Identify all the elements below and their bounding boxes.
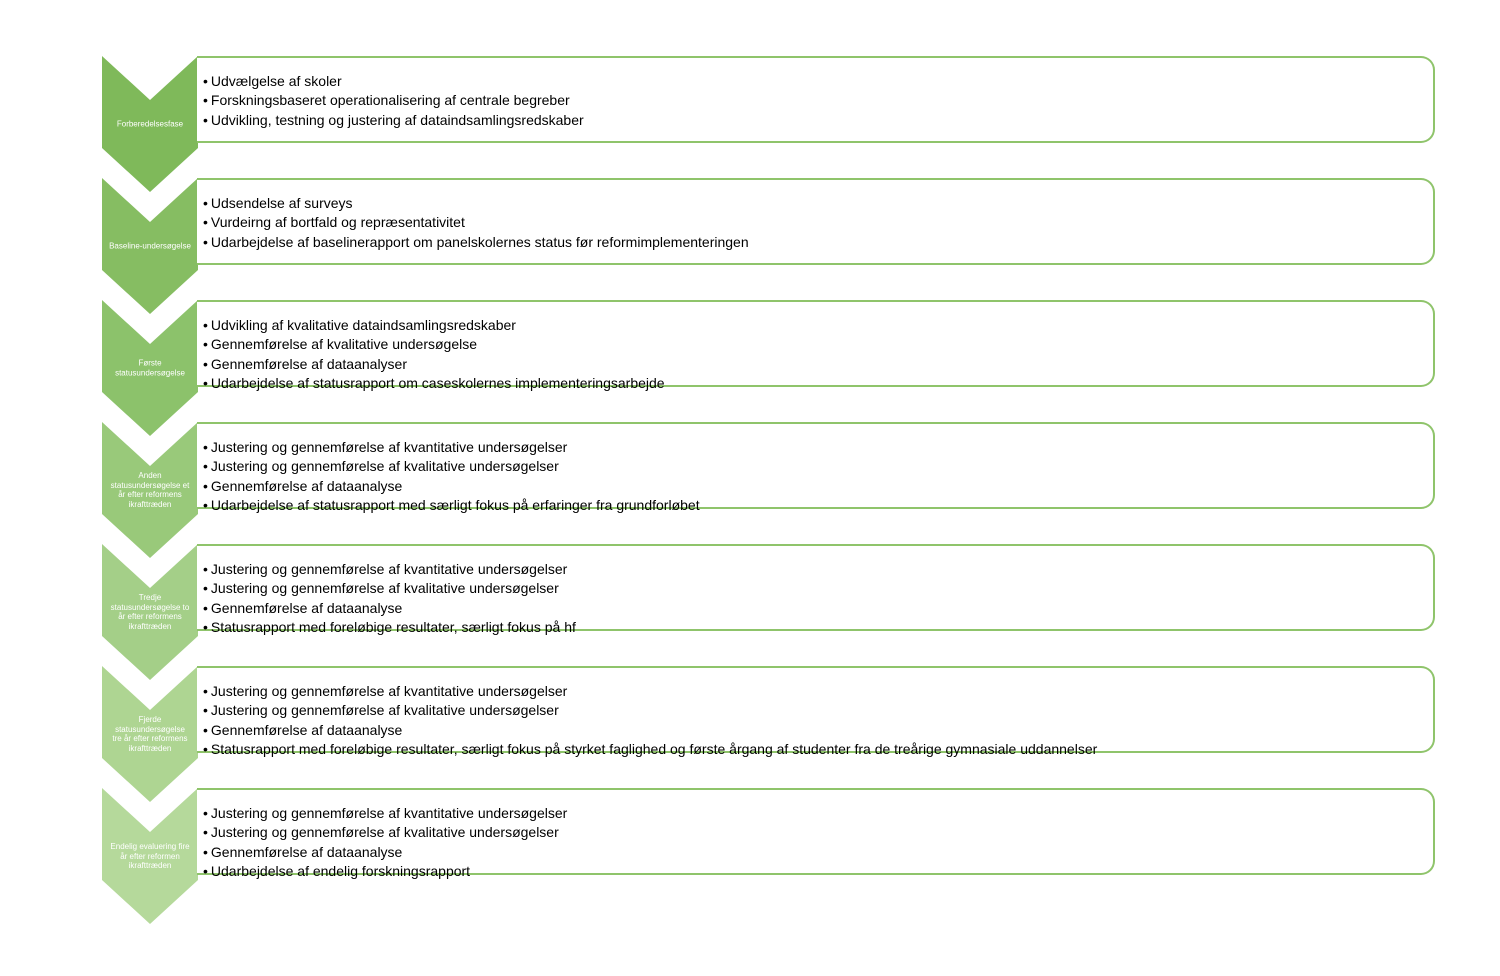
phase-task-item: • Justering og gennemførelse af kvalitative undersøgelser [203,701,1433,720]
phase-box [197,788,1435,879]
phase-box [197,544,1435,635]
phase-chevron [102,544,198,682]
phase-label: Fjerde statusundersøgelse tre år efter reformens ikrafttræden [112,715,188,753]
phase-task-item: • Justering og gennemførelse af kvantitative undersøgelser [203,682,1433,701]
phase-task-item: • Gennemførelse af kvalitative undersøgelse [203,335,1433,354]
phase-task-item: • Gennemførelse af dataanalyse [203,477,1433,496]
phase-task-item: • Udvælgelse af skoler [203,72,1433,91]
phase-box [197,422,1435,513]
phase-task-list [197,424,1433,515]
phase-task-item: • Justering og gennemførelse af kvantitative undersøgelser [203,804,1433,823]
phase-chevron [102,300,198,438]
phase-task-item: • Udarbejdelse af statusrapport med særligt fokus på erfaringer fra grundforløbet [203,496,1433,515]
phase-task-item: • Justering og gennemførelse af kvalitative undersøgelser [203,457,1433,476]
phase-label: Anden statusundersøgelse et år efter reformens ikrafttræden [110,471,190,509]
phase-task-item: • Forskningsbaseret operationalisering af centrale begreber [203,91,1433,110]
phase-label: Endelig evaluering fire år efter reformen ikrafttræden [110,841,190,870]
phase-task-item: • Justering og gennemførelse af kvalitative undersøgelser [203,823,1433,842]
phase-task-item: • Udarbejdelse af statusrapport om caseskolernes implementeringsarbejde [203,374,1433,393]
phase-task-item: • Statusrapport med foreløbige resultater, særligt fokus på styrket faglighed og første årgang af studenter fra de treårige gymnasiale uddannelser [203,740,1433,759]
phase-chevron [102,56,198,194]
phase-task-item: • Udvikling af kvalitative dataindsamlingsredskaber [203,316,1433,335]
phase-box [197,666,1435,757]
phase-task-item: • Gennemførelse af dataanalyser [203,355,1433,374]
phase-task-list [197,58,1433,130]
phase-chevron [102,178,198,316]
phase-box [197,56,1435,143]
phase-label: Første statusundersøgelse [115,358,185,377]
phase-task-list [197,790,1433,881]
phase-box [197,300,1435,391]
phase-task-item: • Statusrapport med foreløbige resultater, særligt fokus på hf [203,618,1433,637]
phase-task-item: • Gennemførelse af dataanalyse [203,843,1433,862]
phase-label: Baseline-undersøgelse [109,241,191,251]
phase-task-item: • Justering og gennemførelse af kvantitative undersøgelser [203,438,1433,457]
phase-task-item: • Gennemførelse af dataanalyse [203,599,1433,618]
phase-task-list [197,546,1433,637]
phase-chevron [102,666,198,804]
phase-task-item: • Udvikling, testning og justering af dataindsamlingsredskaber [203,111,1433,130]
phase-label: Tredje statusundersøgelse to år efter reformens ikrafttræden [110,593,190,631]
phase-task-item: • Vurdeirng af bortfald og repræsentativitet [203,213,1433,232]
phase-task-item: • Justering og gennemførelse af kvalitative undersøgelser [203,579,1433,598]
phase-task-list [197,302,1433,393]
phase-chevron [102,422,198,560]
phase-task-item: • Udsendelse af surveys [203,194,1433,213]
phase-task-list [197,180,1433,252]
phase-chevron [102,788,198,926]
phase-task-item: • Gennemførelse af dataanalyse [203,721,1433,740]
phase-task-item: • Udarbejdelse af endelig forskningsrapport [203,862,1433,881]
phase-task-list [197,668,1433,759]
phase-label: Forberedelsesfase [116,119,184,129]
phase-task-item: • Justering og gennemførelse af kvantitative undersøgelser [203,560,1433,579]
phase-task-item: • Udarbejdelse af baselinerapport om panelskolernes status før reformimplementeringen [203,233,1433,252]
phase-box [197,178,1435,265]
